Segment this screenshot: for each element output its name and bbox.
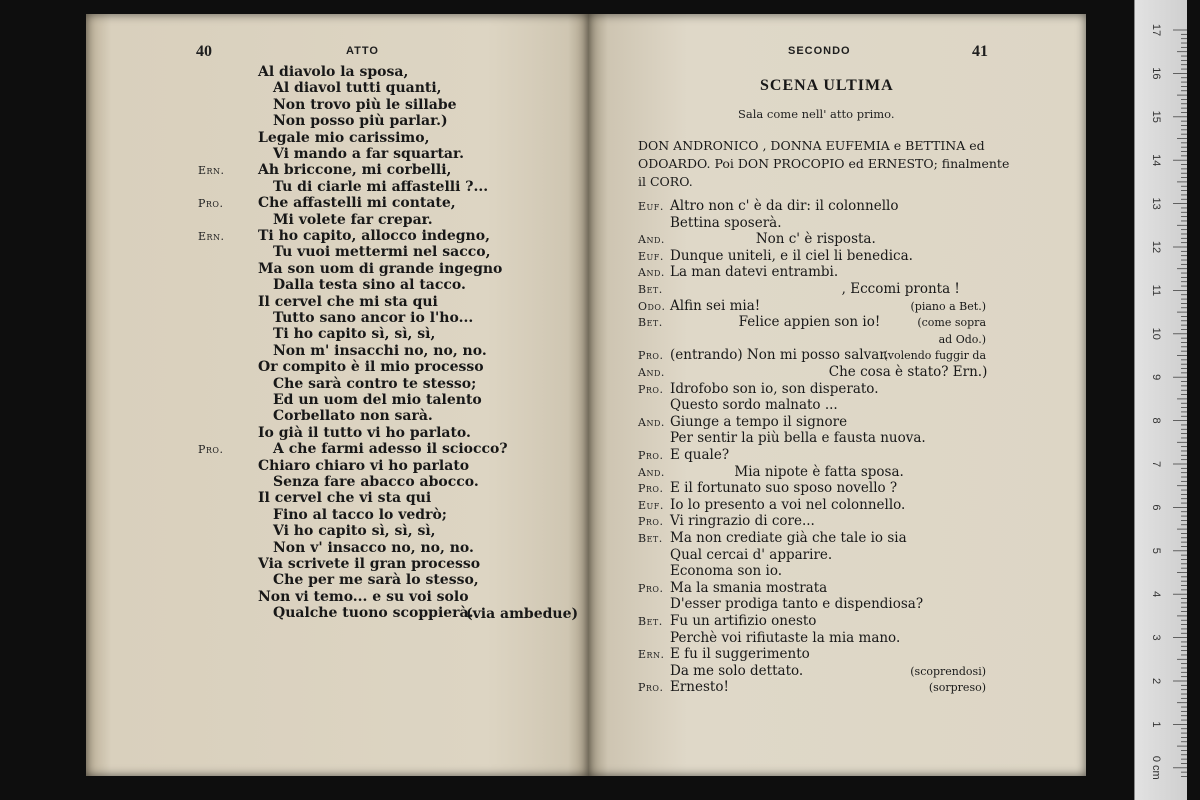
speaker-label: Pro. — [638, 515, 664, 529]
verse-line: Chiaro chiaro vi ho parlato — [258, 457, 470, 474]
verse-line: Ah briccone, mi corbelli, — [258, 162, 452, 179]
dialogue-line: (entrando) Non mi posso salvar. — [670, 347, 889, 364]
dialogue-line: E fu il suggerimento — [670, 646, 810, 663]
stage-direction: (sorpreso) — [928, 681, 986, 695]
measurement-ruler — [1134, 0, 1187, 800]
speaker-label: Pro. — [638, 382, 664, 396]
speaker-label: Pro. — [198, 443, 224, 457]
cast-line: DON ANDRONICO , DONNA EUFEMIA e BETTINA ed — [638, 138, 985, 153]
verse-line: Vi ho capito sì, sì, sì, — [273, 523, 436, 540]
page-number: 40 — [196, 43, 212, 60]
ruler-label: 17 — [1150, 23, 1162, 37]
dialogue-line: Questo sordo malnato ... — [670, 397, 838, 414]
verse-line: Senza fare abacco abocco. — [273, 474, 479, 490]
verse-line: Che affastelli mi contate, — [258, 195, 456, 212]
dialogue-line: Idrofobo son io, son disperato. — [670, 380, 879, 397]
scene-setting: Sala come nell' atto primo. — [738, 107, 895, 121]
speaker-label: Odo. — [638, 299, 666, 313]
ruler-label: 15 — [1150, 110, 1162, 123]
verse-line: Il cervel che mi sta qui — [258, 293, 438, 310]
dialogue-line: Giunge a tempo il signore — [670, 413, 848, 430]
verse-line: Non posso più parlar.) — [273, 113, 448, 130]
verse-line: Or compito è il mio processo — [258, 359, 484, 376]
verse-line: Via scrivete il gran processo — [258, 556, 481, 572]
dialogue-line: Per sentir la più bella e fausta nuova. — [670, 430, 926, 447]
dialogue-line: La man datevi entrambi. — [670, 264, 839, 281]
stage-direction: ad Odo.) — [938, 332, 986, 346]
ruler-label: 16 — [1150, 67, 1162, 80]
dialogue-line: E quale? — [670, 447, 730, 463]
cast-line: ODOARDO. Poi DON PROCOPIO ed ERNESTO; finalmente — [638, 156, 1010, 171]
verse-line: Mi volete far crepar. — [273, 211, 433, 228]
speaker-label: And. — [638, 366, 665, 379]
verse-line: Io già il tutto vi ho parlato. — [258, 424, 471, 441]
dialogue-line: Ma non crediate già che tale io sia — [670, 530, 907, 546]
dialogue-line: Economa son io. — [670, 563, 783, 580]
ruler-scale — [1135, 0, 1187, 800]
verse-line: Non trovo più le sillabe — [273, 96, 457, 113]
dialogue-line: Da me solo dettato. — [670, 662, 804, 679]
speaker-label: Ern. — [198, 230, 225, 243]
stage-direction: (via ambedue) — [466, 606, 579, 623]
ruler-label: 6 — [1150, 504, 1162, 511]
verse-line: Fino al tacco lo vedrò; — [273, 506, 447, 523]
dialogue-line: Perchè voi rifiutaste la mia mano. — [670, 629, 901, 646]
speaker-label: Bet. — [638, 283, 663, 296]
speaker-label: Euf. — [638, 200, 664, 213]
dialogue-line: E il fortunato suo sposo novello ? — [670, 480, 898, 497]
verse-line: A che farmi adesso il sciocco? — [273, 441, 508, 458]
verse-line: Corbellato non sarà. — [273, 408, 433, 425]
verse-line: Ti ho capito, allocco indegno, — [258, 228, 490, 244]
verse-line: Legale mio carissimo, — [258, 129, 430, 146]
ruler-label: 9 — [1150, 374, 1162, 381]
speaker-label: Euf. — [638, 498, 664, 512]
dialogue-line: Ernesto! — [670, 679, 729, 696]
ruler-label: 12 — [1150, 240, 1162, 254]
verse-line: Vi mando a far squartar. — [273, 146, 464, 162]
running-head: SECONDO — [788, 45, 851, 57]
speaker-label: And. — [638, 233, 665, 247]
left-page — [86, 14, 588, 776]
dialogue-line: Che cosa è stato? Ern.) — [670, 364, 988, 380]
speaker-label: Pro. — [638, 482, 664, 496]
verse-line: Il cervel che vi sta qui — [258, 490, 432, 507]
verse-line: Ma son uom di grande ingegno — [258, 260, 503, 277]
stage-direction: (scoprendosi) — [910, 664, 986, 678]
verse-line: Tu vuoi mettermi nel sacco, — [273, 244, 491, 261]
speaker-label: And. — [638, 465, 665, 479]
dialogue-line: Bettina sposerà. — [670, 214, 782, 231]
cast-line: il CORO. — [638, 174, 693, 189]
speaker-label: Bet. — [638, 532, 663, 545]
right-page — [588, 14, 1086, 776]
dialogue-line: Io lo presento a voi nel colonnello. — [670, 496, 906, 513]
speaker-label: And. — [638, 415, 665, 429]
ruler-label: 1 — [1150, 721, 1162, 728]
speaker-label: Pro. — [638, 581, 664, 595]
ruler-label: 7 — [1150, 460, 1162, 468]
verse-line: Che sarà contro te stesso; — [273, 375, 477, 392]
speaker-label: Pro. — [198, 197, 224, 211]
verse-line: Ti ho capito sì, sì, sì, — [273, 326, 436, 343]
speaker-label: Bet. — [638, 615, 663, 628]
speaker-label: Euf. — [638, 249, 664, 263]
dialogue-line: Mia nipote è fatta sposa. — [670, 463, 904, 480]
ruler-label: 11 — [1150, 284, 1162, 297]
dialogue-line: Non c' è risposta. — [670, 231, 876, 248]
verse-line: Al diavol tutti quanti, — [273, 80, 442, 97]
dialogue-line: Altro non c' è da dir: il colonnello — [670, 198, 899, 214]
verse-line: Tutto sano ancor io l'ho... — [273, 310, 474, 326]
verse-line: Ed un uom del mio talento — [273, 392, 482, 408]
stage-direction: (piano a Bet.) — [910, 299, 986, 313]
ruler-label: 4 — [1150, 591, 1162, 598]
dialogue-line: Dunque uniteli, e il ciel li benedica. — [670, 247, 913, 264]
verse-line: Al diavolo la sposa, — [258, 64, 409, 80]
speaker-label: Bet. — [638, 316, 663, 330]
verse-line: Non v' insacco no, no, no. — [273, 539, 474, 556]
dialogue-line: Fu un artifizio onesto — [670, 613, 817, 629]
dialogue-line: D'esser prodiga tanto e dispendiosa? — [670, 596, 924, 613]
speaker-label: Pro. — [638, 681, 664, 695]
ruler-label: 8 — [1150, 417, 1162, 424]
open-booklet — [86, 14, 1086, 776]
speaker-label: Pro. — [638, 449, 664, 462]
dialogue-line: Ma la smania mostrata — [670, 579, 828, 596]
verse-line: Tu di ciarle mi affastelli ?... — [273, 178, 489, 195]
page-number: 41 — [972, 43, 988, 60]
ruler-label: 14 — [1150, 154, 1162, 167]
dialogue-line: Qual cercai d' apparire. — [670, 546, 833, 563]
speaker-label: Ern. — [198, 164, 225, 178]
stage-direction: (volendo fuggir da — [883, 349, 986, 363]
running-head: ATTO — [346, 45, 379, 57]
speaker-label: Pro. — [638, 349, 664, 363]
verse-line: Non m' insacchi no, no, no. — [273, 342, 487, 359]
ruler-label: 13 — [1150, 197, 1162, 210]
verse-line: Non vi temo... e su voi solo — [258, 588, 469, 605]
ruler-label: 5 — [1150, 547, 1162, 554]
stage-direction: (come sopra — [917, 316, 986, 330]
dialogue-line: , Eccomi pronta ! — [670, 281, 960, 297]
dialogue-line: Alfin sei mia! — [670, 297, 761, 314]
speaker-label: And. — [638, 266, 665, 280]
ruler-label: 3 — [1150, 634, 1162, 641]
speaker-label: Ern. — [638, 648, 665, 662]
ruler-label: 0 cm — [1150, 755, 1162, 780]
dialogue-line: Vi ringrazio di core... — [670, 513, 815, 530]
ruler-label: 2 — [1150, 677, 1162, 685]
verse-line: Qualche tuono scoppierà. — [273, 605, 474, 622]
verse-line: Che per me sarà lo stesso, — [273, 572, 479, 589]
dialogue-line: Felice appien son io! — [670, 314, 881, 331]
scene-title: SCENA ULTIMA — [760, 77, 894, 94]
ruler-label: 10 — [1150, 327, 1162, 340]
verse-line: Dalla testa sino al tacco. — [273, 277, 466, 294]
